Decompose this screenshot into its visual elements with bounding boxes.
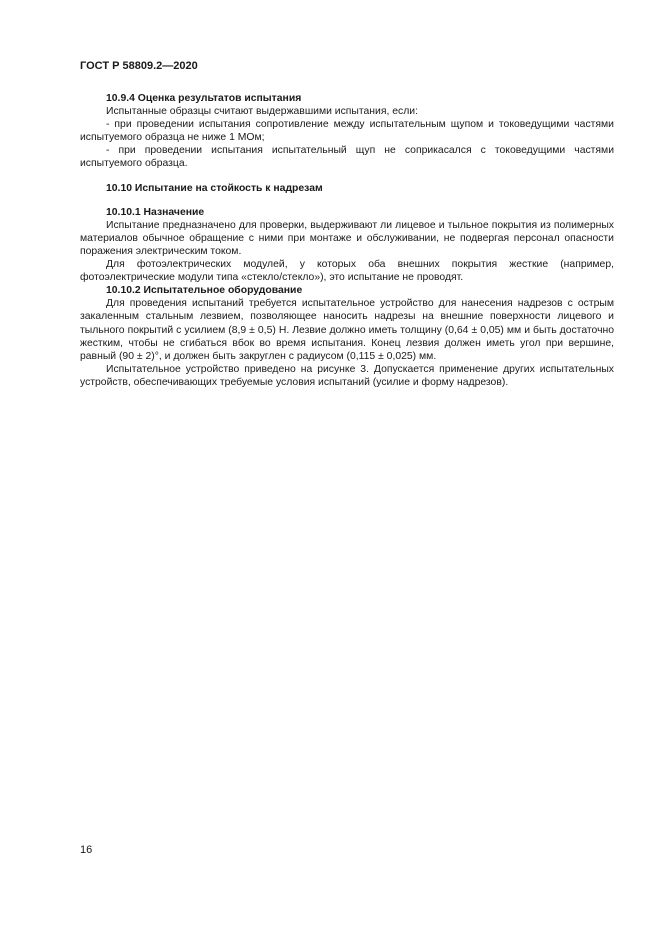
section-heading: 10.9.4 Оценка результатов испытания [106, 93, 302, 104]
paragraph: Для проведения испытаний требуется испытательное устройство для нанесения надрезов с острым закаленным стальным лезвием, позволяющее наносить надрезы на внешние поверхности лицевого и тыльного покрытий с усилием (8,9 ± 0,5) Н. Лезвие должно иметь толщину (0,64 ± 0,05) мм и быть достаточно жестким, чтобы не сгибаться вбок во время испытания. Конец лезвия должен иметь угол при вершине, равный (90 ± 2)°, и должен быть закруглен с радиусом (0,115 ± 0,025) мм. [80, 298, 614, 362]
paragraph: Испытанные образцы считают выдержавшими испытания, если: [106, 106, 418, 118]
subsection-heading: 10.10.1 Назначение [106, 206, 205, 218]
page-number: 16 [80, 844, 93, 856]
paragraph: Испытание предназначено для проверки, выдерживают ли лицевое и тыльное покрытия из полимерных материалов обычное обращение с ними при монтаже и обслуживании, не подвергая персонал опасности поражения электрическим током. [80, 219, 614, 257]
paragraph: Испытательное устройство приведено на рисунке 3. Допускается применение других испытательных устройств, обеспечивающих требуемые условия испытаний (усилие и форму надрезов). [80, 363, 614, 388]
subsection-heading: 10.10.2 Испытательное оборудование [106, 285, 303, 297]
list-item: - при проведении испытания сопротивление между испытательным щупом и токоведущими частями испытуемого образца не ниже 1 МОм; [80, 119, 614, 144]
paragraph: Для фотоэлектрических модулей, у которых оба внешних покрытия жесткие (например, фотоэлектрические модули типа «стекло/стекло»), это испытание не проводят. [80, 259, 614, 284]
document-header: ГОСТ Р 58809.2—2020 [80, 60, 198, 72]
list-item: - при проведении испытания испытательный щуп не соприкасался с токоведущими частями испытуемого образца. [80, 145, 614, 170]
section-heading: 10.10 Испытание на стойкость к надрезам [106, 182, 323, 194]
document-body [80, 92, 614, 389]
